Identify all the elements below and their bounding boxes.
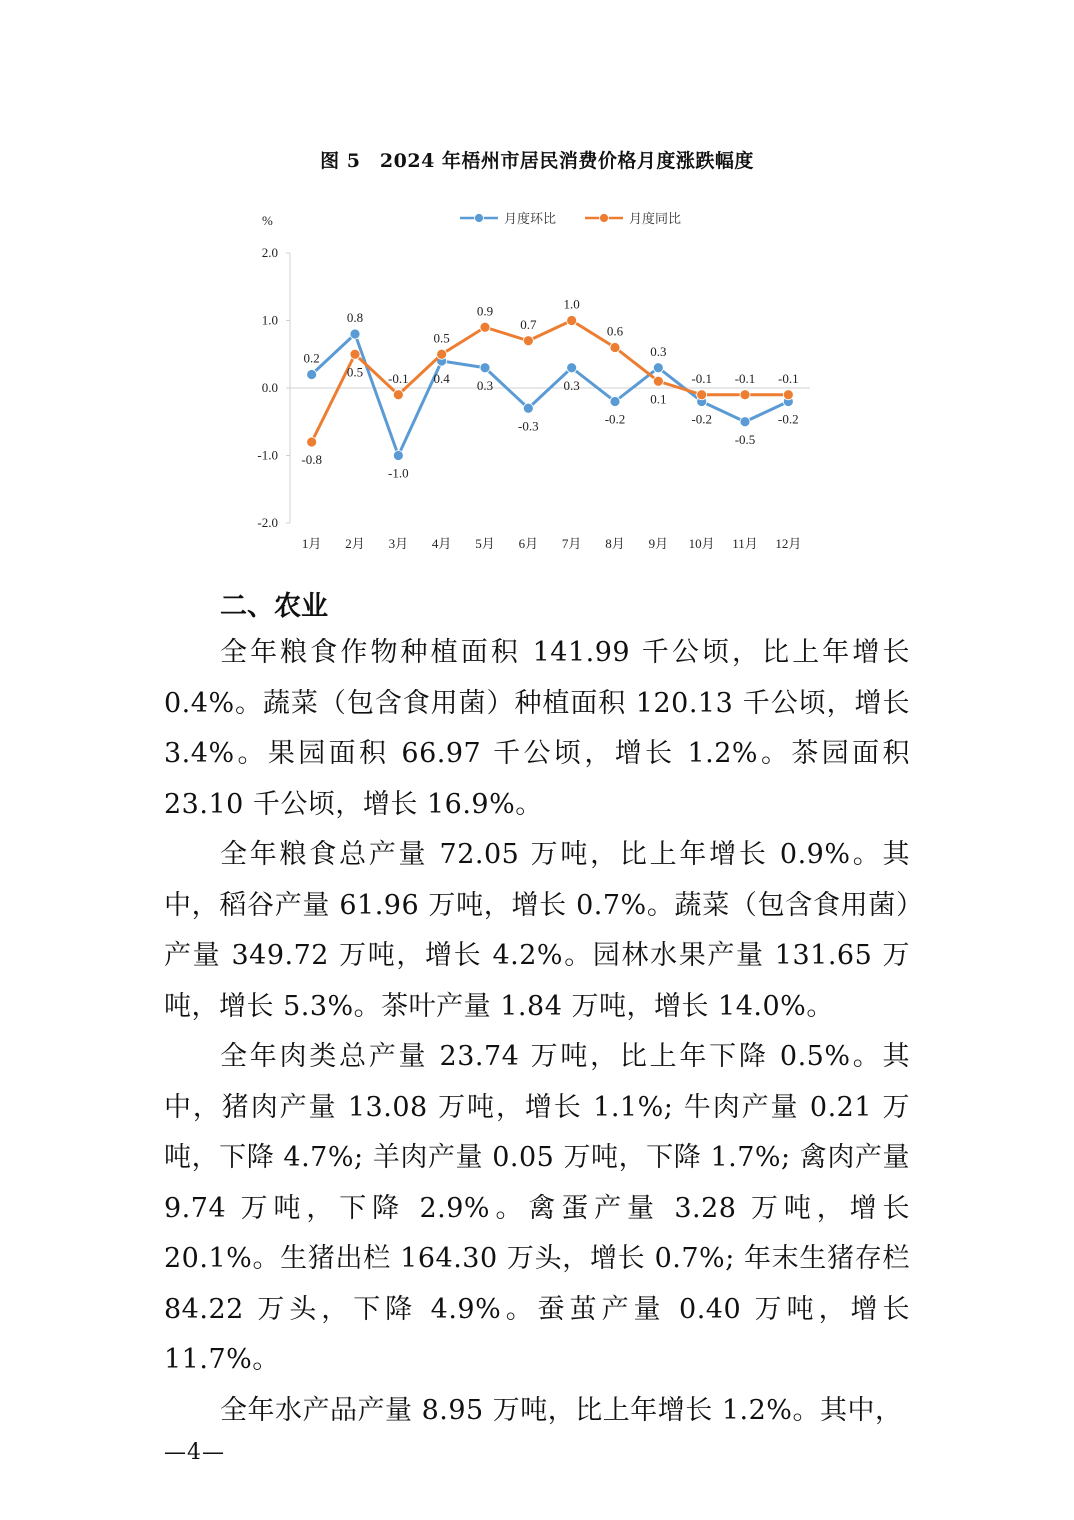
- legend-entry: 月度同比: [629, 212, 682, 227]
- x-tick-label: 3月: [388, 536, 409, 551]
- paragraph-meat-output: 全年肉类总产量 23.74 万吨，比上年下降 0.5%。其中，猪肉产量 13.08 万吨，增长 1.1%; 牛肉产量 0.21 万吨，下降 4.7%; 羊肉产量 0.05 万吨，下降 1.7%; 禽肉产量 9.74 万吨，下降 2.9%。禽蛋产量 3.28 万吨，增长 20.1%。生猪出栏 164.30 万头，增长 0.7%; 年末生猪存栏 84.22 万头，下降 4.9%。蚕茧产量 0.40 万吨，增长 11.7%。: [164, 1041, 910, 1375]
- data-label: -0.1: [691, 370, 712, 386]
- figure-title: 图 5 2024 年梧州市居民消费价格月度涨跌幅度: [320, 150, 754, 172]
- data-label: -0.2: [604, 411, 626, 427]
- x-tick-label: 2月: [345, 536, 365, 551]
- x-tick-label: 10月: [688, 536, 715, 551]
- data-label: 0.3: [650, 343, 667, 359]
- data-point: [480, 322, 490, 332]
- data-label: -0.2: [778, 411, 799, 427]
- data-label: -0.8: [301, 452, 322, 467]
- data-point: [653, 376, 663, 386]
- chart-legend: [460, 211, 681, 227]
- data-label: 0.9: [476, 303, 494, 319]
- data-label: -0.2: [691, 411, 712, 427]
- data-point: [437, 349, 447, 359]
- data-label: 0.8: [346, 310, 364, 325]
- y-tick-label: -2.0: [257, 515, 278, 530]
- data-label: 0.4: [433, 371, 450, 386]
- x-tick-label: 11月: [732, 536, 758, 551]
- paragraph-crop-area: 全年粮食作物种植面积 141.99 千公顷，比上年增长 0.4%。蔬菜（包含食用菌）种植面积 120.13 千公顷，增长 3.4%。果园面积 66.97 千公顷，增长 1.2%。茶园面积 23.10 千公顷，增长 16.9%。: [164, 637, 910, 820]
- paragraph-aquatic-output: 全年水产品产量 8.95 万吨，比上年增长 1.2%。其中，: [220, 1394, 903, 1426]
- y-tick-label: 0.0: [261, 380, 278, 395]
- data-label: 0.6: [606, 323, 624, 339]
- legend-marker: [475, 214, 484, 223]
- data-label: 0.7: [520, 316, 537, 332]
- data-point: [307, 437, 317, 447]
- data-point: [740, 417, 750, 427]
- data-label: 0.5: [346, 364, 364, 380]
- section-heading: 二、农业: [220, 591, 328, 622]
- data-point: [523, 403, 533, 413]
- y-axis-unit-label: %: [262, 213, 273, 228]
- chart-axes: [257, 245, 810, 551]
- legend-marker: [600, 214, 609, 223]
- cpi-line-chart: [240, 195, 830, 565]
- data-point: [697, 390, 707, 400]
- data-point: [653, 363, 663, 373]
- data-point: [350, 349, 360, 359]
- data-label: -0.1: [734, 370, 756, 386]
- data-point: [480, 363, 490, 373]
- data-point: [393, 390, 403, 400]
- x-tick-label: 7月: [561, 536, 582, 551]
- data-label: -0.1: [388, 370, 409, 386]
- data-label: -1.0: [388, 465, 409, 481]
- data-point: [567, 363, 577, 373]
- data-label: -0.3: [518, 418, 539, 434]
- x-tick-label: 12月: [775, 536, 802, 551]
- data-point: [523, 336, 533, 346]
- paragraph-grain-output: 全年粮食总产量 72.05 万吨，比上年增长 0.9%。其中，稻谷产量 61.96 万吨，增长 0.7%。蔬菜（包含食用菌）产量 349.72 万吨，增长 4.2%。园林水果产量 131.65 万吨，增长 5.3%。茶叶产量 1.84 万吨，增长 14.0%。: [164, 839, 910, 1022]
- data-point: [783, 390, 793, 400]
- data-label: 0.3: [476, 377, 494, 393]
- data-point: [307, 370, 317, 380]
- data-label: 0.3: [563, 377, 580, 393]
- data-point: [610, 397, 620, 407]
- x-tick-label: 9月: [648, 536, 669, 551]
- body-text: [164, 628, 910, 1436]
- data-label: -0.1: [778, 370, 799, 386]
- x-tick-label: 5月: [475, 536, 495, 551]
- data-label: -0.5: [734, 431, 756, 447]
- data-point: [567, 316, 577, 326]
- data-point: [610, 343, 620, 353]
- y-tick-label: 1.0: [261, 312, 278, 328]
- page-number: —4—: [164, 1440, 225, 1465]
- legend-entry: 月度环比: [504, 212, 557, 227]
- data-label: 1.0: [563, 296, 580, 312]
- x-tick-label: 8月: [605, 536, 625, 551]
- y-tick-label: 2.0: [261, 245, 278, 260]
- data-label: 0.2: [303, 350, 320, 366]
- x-tick-label: 4月: [431, 536, 452, 551]
- data-label: 0.5: [433, 330, 450, 346]
- data-label: 0.1: [650, 391, 667, 407]
- data-point: [350, 329, 360, 339]
- x-tick-label: 6月: [518, 536, 539, 551]
- data-point: [740, 390, 750, 400]
- x-tick-label: 1月: [301, 536, 322, 551]
- y-tick-label: -1.0: [257, 447, 278, 463]
- series-yoy: [307, 316, 794, 448]
- series-line: [312, 321, 789, 443]
- data-point: [393, 451, 403, 461]
